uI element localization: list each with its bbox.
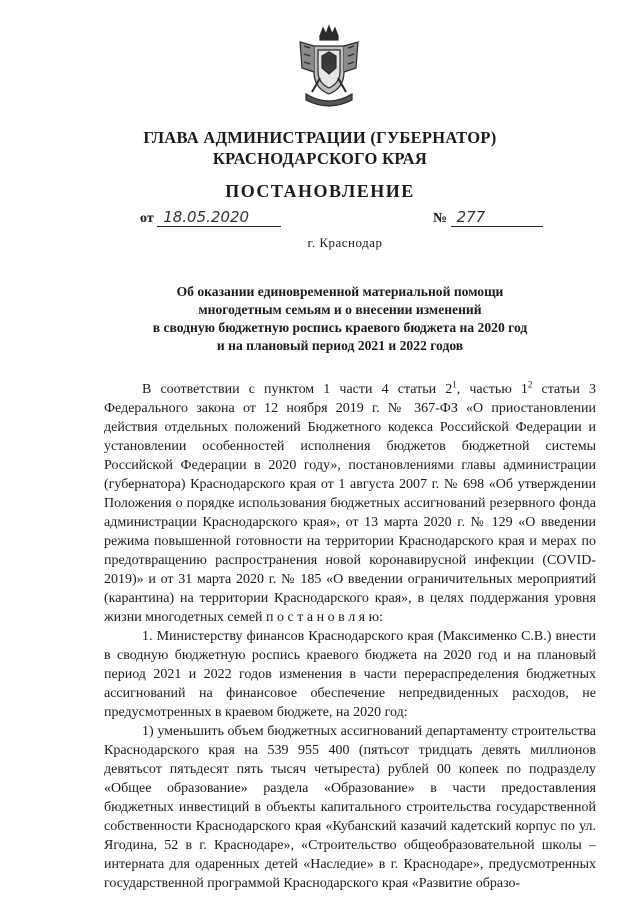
number-row xyxy=(433,208,543,227)
document-type: ПОСТАНОВЛЕНИЕ xyxy=(225,181,415,201)
coat-of-arms-emblem xyxy=(296,22,362,110)
authority-name-line2: КРАСНОДАРСКОГО КРАЯ xyxy=(212,149,428,168)
handwritten-number: 277 xyxy=(451,208,543,227)
superscript: 2 xyxy=(527,379,533,390)
title-line: и на плановый период 2021 и 2022 годов xyxy=(216,338,464,353)
paragraph-1: 1. Министерству финансов Краснодарского края (Максименко С.В.) внести в сводную бюджетную роспись краевого бюджета на 2020 год и на плановый период 2021 и 2022 годов изменения в части перераспределения бюджетных ассигнований на финансовое обеспечение непредвиденных расходов, не предусмотренных в краевом бюджете, на 2020 год: xyxy=(104,629,596,720)
intro-text: , частью 1 xyxy=(456,382,528,397)
intro-paragraph xyxy=(104,380,596,627)
title-line: многодетным семьям и о внесении изменений xyxy=(198,302,482,317)
city-line: г. Краснодар xyxy=(307,235,383,250)
number-prefix: № xyxy=(433,211,448,226)
superscript: 1 xyxy=(452,379,457,390)
decree-word: п о с т а н о в л я ю: xyxy=(266,610,383,625)
paragraph-1-1: 1) уменьшить объем бюджетных ассигнований департаменту строительства Краснодарского края на 539 955 400 (пятьсот тридцать девять миллионов девятьсот пятьдесят пять тысяч четыреста) рублей 00 копеек по подразделу «Общее образование» раздела «Образование» в части предоставления бюджетных инвестиций в объекты капитального строительства государственной собственности Краснодарского края «Кубанский казачий кадетский корпус по ул. Ягодина, 52 в г. Краснодаре», «Строительство общеобразовательной школы – интерната для одаренных детей «Наследие» в г. Краснодаре», предусмотренных государственной программой Краснодарского края «Развитие образо- xyxy=(104,724,596,891)
title-line: в сводную бюджетную роспись краевого бюджета на 2020 год xyxy=(152,320,528,335)
document-title xyxy=(100,283,580,355)
date-row xyxy=(140,208,281,227)
handwritten-date: 18.05.2020 xyxy=(157,208,281,227)
title-line: Об оказании единовременной материальной помощи xyxy=(176,284,504,299)
intro-text: статьи 3 Федерального закона от 12 ноября 2019 г. № 367-ФЗ «О приостановлении действия отдельных положений Бюджетного кодекса Российской Федерации и установлении особенностей исполнения бюджетов бюджетной системы Российской Федерации в 2020 году», постановлениями главы администрации (губернатора) Краснодарского края от 1 августа 2007 г. № 698 «Об утверждении Положения о порядке использования бюджетных ассигнований резервного фонда администрации Краснодарского края», от 13 марта 2020 г. № 129 «О введении режима повышенной готовности на территории Краснодарского края и мерах по предотвращению распространения новой коронавирусной инфекции (COVID-2019)» и от 31 марта 2020 г. № 185 «О введении ограничительных мероприятий (карантина) на территории Краснодарского края», в целях поддержания уровня жизни многодетных семей xyxy=(104,382,597,625)
authority-name-line1: ГЛАВА АДМИНИСТРАЦИИ (ГУБЕРНАТОР) xyxy=(143,128,497,147)
document-body xyxy=(104,380,596,893)
intro-text: В соответствии с пунктом 1 части 4 статьи 2 xyxy=(142,382,453,397)
date-prefix: от xyxy=(140,211,154,226)
